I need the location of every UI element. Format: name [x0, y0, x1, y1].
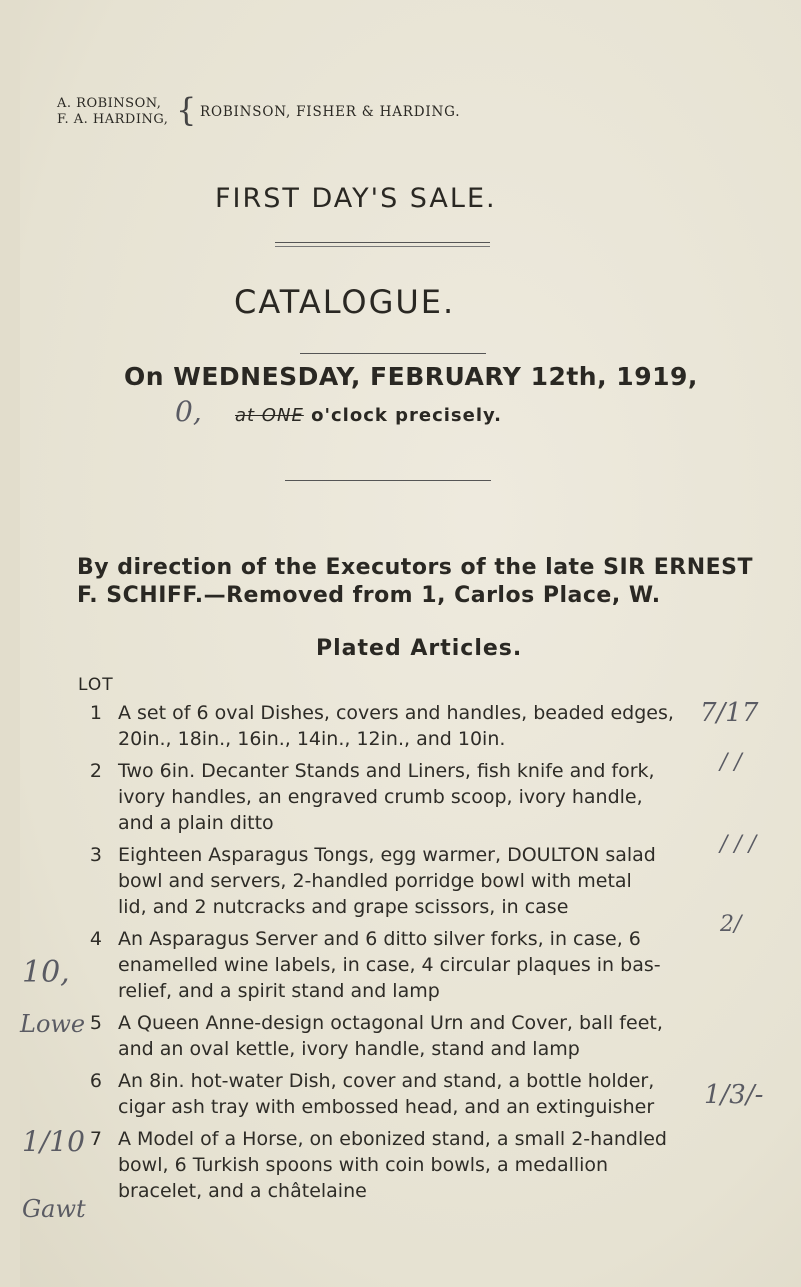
pencil-annotation: / / [720, 750, 742, 775]
lot-line: bowl and servers, 2-handled porridge bowl with metal [118, 870, 632, 892]
pencil-annotation: 10, [22, 955, 70, 990]
lot-item [82, 1126, 682, 1204]
firm-name-harding: F. A. HARDING, [57, 112, 169, 127]
lot-number: 1 [89, 702, 102, 724]
lot-line: and an oval kettle, ivory handle, stand and lamp [118, 1038, 580, 1060]
lot-number: 3 [89, 844, 102, 866]
divider [300, 353, 486, 354]
pencil-annotation: 0, [175, 395, 202, 428]
lot-item [82, 1068, 682, 1120]
lot-line: bowl, 6 Turkish spoons with coin bowls, a medallion [118, 1154, 609, 1176]
lot-line: relief, and a spirit stand and lamp [118, 980, 440, 1002]
pencil-annotation: 2/ [720, 912, 742, 937]
firm-names [57, 96, 168, 128]
firm-name-robinson: A. ROBINSON, [57, 96, 162, 111]
lot-number: 5 [89, 1012, 102, 1034]
lot-line: ivory handles, an engraved crumb scoop, ivory handle, [118, 786, 643, 808]
lot-line: enamelled wine labels, in case, 4 circular plaques in bas- [118, 954, 661, 976]
time-rest: o'clock precisely. [311, 405, 502, 426]
lot-item [82, 842, 682, 920]
lot-line: 20in., 18in., 16in., 14in., 12in., and 10in. [118, 728, 506, 750]
lot-line: cigar ash tray with embossed head, and an extinguisher [118, 1096, 655, 1118]
struck-time: at ONE [235, 405, 304, 426]
page-edge [0, 0, 20, 1287]
lot-line: Eighteen Asparagus Tongs, egg warmer, DOULTON salad [118, 844, 656, 866]
catalogue-heading: CATALOGUE. [234, 283, 456, 321]
lot-line: A Model of a Horse, on ebonized stand, a small 2-handled [118, 1128, 667, 1150]
firm-full-name: ROBINSON, FISHER & HARDING. [200, 104, 461, 120]
pencil-annotation: Gawt [22, 1195, 86, 1223]
divider [275, 242, 490, 243]
lot-item [82, 926, 682, 1004]
section-heading: Plated Articles. [316, 636, 523, 661]
lot-number: 6 [89, 1070, 102, 1092]
lot-line: An Asparagus Server and 6 ditto silver forks, in case, 6 [118, 928, 641, 950]
sale-title: FIRST DAY'S SALE. [215, 183, 497, 214]
pencil-annotation: 7/17 [700, 698, 759, 728]
pencil-annotation: / / / [720, 832, 757, 857]
lot-number: 4 [89, 928, 102, 950]
sale-date: On WEDNESDAY, FEBRUARY 12th, 1919, [124, 362, 698, 391]
lot-number: 7 [89, 1128, 102, 1150]
pencil-annotation: 1/10 [22, 1125, 85, 1158]
lot-line: An 8in. hot-water Dish, cover and stand, a bottle holder, [118, 1070, 655, 1092]
sale-time [235, 405, 502, 426]
lot-item [82, 758, 682, 836]
lot-line: lid, and 2 nutcracks and grape scissors, in case [118, 896, 569, 918]
brace-icon: { [176, 91, 197, 129]
divider [285, 480, 491, 481]
lot-line: bracelet, and a châtelaine [118, 1180, 367, 1202]
lot-list [82, 700, 682, 1204]
lot-number: 2 [89, 760, 102, 782]
pencil-annotation: 1/3/- [704, 1080, 764, 1110]
divider [275, 246, 490, 247]
lot-line: and a plain ditto [118, 812, 274, 834]
lot-column-label: LOT [78, 675, 114, 695]
lot-line: A set of 6 oval Dishes, covers and handles, beaded edges, [118, 702, 674, 724]
lot-item [82, 1010, 682, 1062]
pencil-annotation: Lowe [20, 1010, 86, 1038]
lot-item [82, 700, 682, 752]
direction-paragraph: By direction of the Executors of the late SIR ERNEST F. SCHIFF.—Removed from 1, Carlos Place, W. [77, 555, 754, 608]
lot-line: Two 6in. Decanter Stands and Liners, fish knife and fork, [118, 760, 655, 782]
lot-line: A Queen Anne-design octagonal Urn and Cover, ball feet, [118, 1012, 663, 1034]
